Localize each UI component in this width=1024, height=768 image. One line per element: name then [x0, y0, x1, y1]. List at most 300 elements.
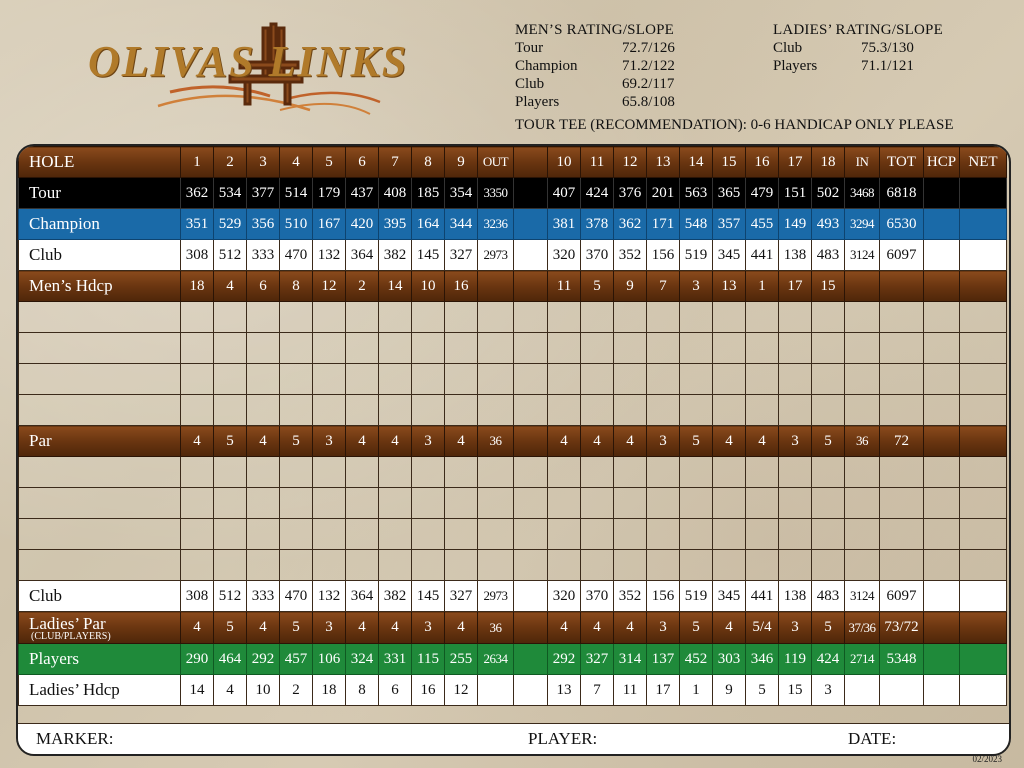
score-cell[interactable]: [313, 302, 346, 333]
score-cell[interactable]: [581, 333, 614, 364]
score-cell[interactable]: [181, 457, 214, 488]
score-cell[interactable]: [779, 364, 812, 395]
score-cell[interactable]: [960, 457, 1007, 488]
score-cell[interactable]: [779, 519, 812, 550]
score-cell[interactable]: [478, 395, 514, 426]
row-label-text: Club: [29, 245, 63, 264]
score-cell[interactable]: [680, 457, 713, 488]
score-cell[interactable]: [880, 395, 924, 426]
score-cell: 502: [812, 178, 845, 209]
score-cell[interactable]: [280, 364, 313, 395]
score-cell[interactable]: [880, 302, 924, 333]
score-cell[interactable]: [924, 333, 960, 364]
score-cell[interactable]: [647, 519, 680, 550]
ladies-rating-block: [773, 21, 943, 75]
score-cell[interactable]: [379, 488, 412, 519]
score-cell[interactable]: [214, 457, 247, 488]
score-cell[interactable]: [412, 488, 445, 519]
score-cell[interactable]: [181, 550, 214, 581]
row-label: [19, 426, 181, 457]
score-cell[interactable]: [412, 364, 445, 395]
score-cell[interactable]: [880, 364, 924, 395]
score-cell[interactable]: [746, 519, 779, 550]
score-cell: 36: [845, 426, 880, 457]
score-cell[interactable]: [514, 519, 548, 550]
scorecard: [16, 144, 1011, 756]
score-cell[interactable]: [812, 488, 845, 519]
row-label[interactable]: [19, 550, 181, 581]
score-cell[interactable]: [280, 302, 313, 333]
score-cell[interactable]: [478, 333, 514, 364]
scorecard-row: [19, 581, 1007, 612]
row-label: [19, 581, 181, 612]
row-label[interactable]: [19, 488, 181, 519]
score-cell: 8: [346, 675, 379, 706]
scorecard-row: [19, 240, 1007, 271]
score-cell[interactable]: [478, 364, 514, 395]
score-cell: [845, 271, 880, 302]
score-cell: 16: [445, 271, 478, 302]
score-cell[interactable]: [313, 519, 346, 550]
mens-rating-value: 71.2/122: [622, 58, 675, 74]
score-cell: TOT: [880, 147, 924, 178]
score-cell[interactable]: [280, 519, 313, 550]
score-cell[interactable]: [548, 457, 581, 488]
score-cell[interactable]: [845, 302, 880, 333]
score-cell[interactable]: [614, 395, 647, 426]
score-cell: 5: [280, 612, 313, 644]
score-cell: [514, 644, 548, 675]
score-cell[interactable]: [247, 364, 280, 395]
score-cell: 4: [247, 426, 280, 457]
score-cell: 314: [614, 644, 647, 675]
score-cell: [514, 271, 548, 302]
score-cell: 344: [445, 209, 478, 240]
score-cell[interactable]: [713, 550, 746, 581]
score-cell[interactable]: [313, 488, 346, 519]
score-cell: 4: [181, 612, 214, 644]
score-cell[interactable]: [280, 550, 313, 581]
score-cell[interactable]: [713, 302, 746, 333]
score-cell[interactable]: [614, 488, 647, 519]
score-cell[interactable]: [713, 395, 746, 426]
score-cell: 563: [680, 178, 713, 209]
score-cell[interactable]: [680, 395, 713, 426]
score-cell[interactable]: [924, 519, 960, 550]
score-cell[interactable]: [647, 302, 680, 333]
score-cell[interactable]: [181, 364, 214, 395]
score-cell[interactable]: [280, 457, 313, 488]
score-cell: 441: [746, 240, 779, 271]
score-cell: 1: [680, 675, 713, 706]
score-cell[interactable]: [746, 333, 779, 364]
score-cell[interactable]: [713, 488, 746, 519]
score-cell[interactable]: [779, 333, 812, 364]
score-cell[interactable]: [812, 395, 845, 426]
score-cell[interactable]: [680, 302, 713, 333]
score-cell[interactable]: [548, 333, 581, 364]
score-cell[interactable]: [181, 302, 214, 333]
score-cell[interactable]: [313, 364, 346, 395]
score-cell: 115: [412, 644, 445, 675]
score-cell[interactable]: [713, 364, 746, 395]
score-cell[interactable]: [812, 457, 845, 488]
score-cell[interactable]: [445, 488, 478, 519]
score-cell: 4: [746, 426, 779, 457]
score-cell[interactable]: [313, 550, 346, 581]
score-cell[interactable]: [779, 395, 812, 426]
score-cell: 72: [880, 426, 924, 457]
score-cell: 5: [581, 271, 614, 302]
score-cell[interactable]: [214, 395, 247, 426]
score-cell: 10: [247, 675, 280, 706]
score-cell: 17: [779, 147, 812, 178]
score-cell: 4: [713, 612, 746, 644]
score-cell[interactable]: [247, 550, 280, 581]
score-cell[interactable]: [379, 457, 412, 488]
score-cell[interactable]: [614, 364, 647, 395]
score-cell[interactable]: [845, 333, 880, 364]
score-cell[interactable]: [514, 364, 548, 395]
score-cell[interactable]: [647, 488, 680, 519]
score-cell[interactable]: [614, 550, 647, 581]
score-cell[interactable]: [647, 333, 680, 364]
score-cell: [845, 675, 880, 706]
score-cell: [514, 209, 548, 240]
score-cell: 36: [478, 612, 514, 644]
score-cell: 351: [181, 209, 214, 240]
score-cell[interactable]: [379, 395, 412, 426]
score-cell[interactable]: [960, 550, 1007, 581]
score-cell: 370: [581, 240, 614, 271]
score-cell[interactable]: [746, 550, 779, 581]
score-entry-row: [19, 333, 1007, 364]
score-cell[interactable]: [412, 519, 445, 550]
score-cell[interactable]: [214, 364, 247, 395]
row-label[interactable]: [19, 457, 181, 488]
score-cell[interactable]: [478, 519, 514, 550]
score-cell: 10: [548, 147, 581, 178]
row-label[interactable]: [19, 519, 181, 550]
row-label-text: Men’s Hdcp: [29, 276, 113, 295]
score-cell[interactable]: [746, 364, 779, 395]
score-cell: 376: [614, 178, 647, 209]
score-cell: 4: [379, 612, 412, 644]
score-cell: 12: [614, 147, 647, 178]
score-cell: 292: [247, 644, 280, 675]
score-cell[interactable]: [960, 333, 1007, 364]
mens-rating-value: 69.2/117: [622, 76, 675, 92]
score-cell: 6818: [880, 178, 924, 209]
score-cell: 2714: [845, 644, 880, 675]
score-cell[interactable]: [614, 519, 647, 550]
score-cell[interactable]: [614, 457, 647, 488]
score-cell[interactable]: [280, 395, 313, 426]
score-cell: 452: [680, 644, 713, 675]
score-cell[interactable]: [514, 333, 548, 364]
score-cell: 15: [812, 271, 845, 302]
score-cell[interactable]: [548, 519, 581, 550]
score-cell[interactable]: [812, 550, 845, 581]
score-cell[interactable]: [880, 457, 924, 488]
score-cell[interactable]: [181, 519, 214, 550]
score-cell: 4: [713, 426, 746, 457]
score-cell[interactable]: [548, 395, 581, 426]
score-cell[interactable]: [812, 333, 845, 364]
score-cell[interactable]: [880, 333, 924, 364]
score-cell[interactable]: [713, 519, 746, 550]
olivas-links-logo: [80, 14, 460, 124]
score-cell[interactable]: [181, 488, 214, 519]
row-label[interactable]: [19, 302, 181, 333]
score-cell[interactable]: [313, 333, 346, 364]
score-cell[interactable]: [181, 333, 214, 364]
row-label-text: Champion: [29, 214, 100, 233]
signature-row: [18, 723, 1009, 754]
score-cell[interactable]: [960, 488, 1007, 519]
score-cell: 4: [214, 271, 247, 302]
score-cell[interactable]: [924, 488, 960, 519]
score-cell[interactable]: [581, 395, 614, 426]
score-cell[interactable]: [924, 550, 960, 581]
score-cell: 11: [548, 271, 581, 302]
score-cell[interactable]: [280, 488, 313, 519]
score-cell[interactable]: [514, 302, 548, 333]
score-cell: OUT: [478, 147, 514, 178]
score-cell[interactable]: [346, 519, 379, 550]
score-cell[interactable]: [247, 395, 280, 426]
score-entry-row: [19, 395, 1007, 426]
mens-rating-tee: Champion: [515, 58, 578, 74]
score-cell[interactable]: [514, 395, 548, 426]
score-cell: 5: [680, 426, 713, 457]
score-cell: 13: [647, 147, 680, 178]
score-cell[interactable]: [214, 488, 247, 519]
mens-rating-tee: Tour: [515, 40, 544, 56]
score-cell: 345: [713, 581, 746, 612]
score-cell: 303: [713, 644, 746, 675]
score-cell[interactable]: [581, 364, 614, 395]
score-cell[interactable]: [280, 333, 313, 364]
date-label: DATE:: [848, 729, 897, 748]
score-cell[interactable]: [960, 519, 1007, 550]
score-cell[interactable]: [713, 457, 746, 488]
score-cell[interactable]: [379, 333, 412, 364]
score-cell[interactable]: [412, 457, 445, 488]
score-cell[interactable]: [247, 457, 280, 488]
score-cell[interactable]: [713, 333, 746, 364]
score-cell[interactable]: [346, 395, 379, 426]
row-label-text: Players: [29, 649, 80, 668]
score-cell[interactable]: [514, 457, 548, 488]
score-cell[interactable]: [313, 395, 346, 426]
score-cell[interactable]: [548, 302, 581, 333]
ladies-rating-row: [773, 57, 943, 75]
score-cell[interactable]: [214, 302, 247, 333]
score-cell[interactable]: [346, 302, 379, 333]
score-cell[interactable]: [346, 333, 379, 364]
score-cell: 5: [214, 426, 247, 457]
score-cell[interactable]: [412, 333, 445, 364]
score-cell[interactable]: [379, 519, 412, 550]
score-cell[interactable]: [445, 333, 478, 364]
score-cell[interactable]: [680, 364, 713, 395]
score-cell[interactable]: [845, 364, 880, 395]
score-cell[interactable]: [514, 550, 548, 581]
score-cell: 470: [280, 240, 313, 271]
score-cell[interactable]: [548, 364, 581, 395]
score-cell: 324: [346, 644, 379, 675]
score-cell[interactable]: [812, 519, 845, 550]
score-cell: 4: [346, 612, 379, 644]
score-cell[interactable]: [845, 550, 880, 581]
score-cell[interactable]: [614, 302, 647, 333]
score-cell[interactable]: [746, 488, 779, 519]
scorecard-row: [19, 271, 1007, 302]
score-cell[interactable]: [647, 364, 680, 395]
score-cell[interactable]: [746, 457, 779, 488]
score-cell[interactable]: [478, 550, 514, 581]
score-cell[interactable]: [746, 302, 779, 333]
score-cell[interactable]: [478, 488, 514, 519]
score-cell[interactable]: [214, 333, 247, 364]
score-cell[interactable]: [779, 457, 812, 488]
score-cell[interactable]: [581, 550, 614, 581]
score-cell[interactable]: [445, 457, 478, 488]
score-cell[interactable]: [247, 302, 280, 333]
score-cell[interactable]: [412, 395, 445, 426]
score-cell: [960, 240, 1007, 271]
score-cell: 424: [812, 644, 845, 675]
score-cell[interactable]: [924, 395, 960, 426]
score-cell[interactable]: [960, 395, 1007, 426]
score-cell: 382: [379, 240, 412, 271]
score-cell: 14: [680, 147, 713, 178]
score-cell[interactable]: [247, 333, 280, 364]
score-cell[interactable]: [880, 519, 924, 550]
score-cell[interactable]: [346, 488, 379, 519]
score-cell[interactable]: [514, 488, 548, 519]
score-cell[interactable]: [779, 550, 812, 581]
score-cell: 519: [680, 240, 713, 271]
score-cell: 17: [779, 271, 812, 302]
score-cell[interactable]: [346, 364, 379, 395]
score-cell[interactable]: [445, 302, 478, 333]
score-cell[interactable]: [313, 457, 346, 488]
score-cell: 132: [313, 240, 346, 271]
score-cell: 3124: [845, 240, 880, 271]
score-cell: 514: [280, 178, 313, 209]
score-cell: 3: [412, 426, 445, 457]
score-cell[interactable]: [478, 457, 514, 488]
score-cell[interactable]: [779, 488, 812, 519]
score-cell[interactable]: [379, 302, 412, 333]
score-cell[interactable]: [214, 519, 247, 550]
score-cell[interactable]: [478, 302, 514, 333]
score-cell[interactable]: [379, 550, 412, 581]
score-cell[interactable]: [346, 550, 379, 581]
row-label[interactable]: [19, 364, 181, 395]
score-cell[interactable]: [214, 550, 247, 581]
score-cell[interactable]: [647, 457, 680, 488]
score-cell: 4: [445, 426, 478, 457]
score-cell[interactable]: [412, 302, 445, 333]
score-cell[interactable]: [746, 395, 779, 426]
row-label: [19, 147, 181, 178]
score-cell[interactable]: [812, 364, 845, 395]
score-cell[interactable]: [924, 457, 960, 488]
score-cell[interactable]: [581, 488, 614, 519]
score-cell[interactable]: [581, 519, 614, 550]
score-cell[interactable]: [647, 550, 680, 581]
score-cell[interactable]: [346, 457, 379, 488]
score-cell: 8: [280, 271, 313, 302]
score-cell[interactable]: [845, 519, 880, 550]
score-cell[interactable]: [845, 395, 880, 426]
row-label[interactable]: [19, 333, 181, 364]
score-cell[interactable]: [960, 364, 1007, 395]
score-cell: 364: [346, 240, 379, 271]
score-cell[interactable]: [379, 364, 412, 395]
score-cell[interactable]: [680, 550, 713, 581]
score-cell: 331: [379, 644, 412, 675]
score-cell[interactable]: [445, 395, 478, 426]
score-entry-row: [19, 519, 1007, 550]
score-cell: [514, 612, 548, 644]
row-label[interactable]: [19, 395, 181, 426]
score-cell[interactable]: [412, 550, 445, 581]
score-cell[interactable]: [812, 302, 845, 333]
mens-rating-row: [515, 57, 675, 75]
score-cell: 5: [680, 612, 713, 644]
score-cell[interactable]: [247, 488, 280, 519]
score-cell[interactable]: [581, 302, 614, 333]
score-cell[interactable]: [680, 488, 713, 519]
score-cell[interactable]: [647, 395, 680, 426]
score-cell: [880, 675, 924, 706]
score-cell[interactable]: [445, 550, 478, 581]
score-cell[interactable]: [581, 457, 614, 488]
score-cell[interactable]: [924, 364, 960, 395]
score-cell: 7: [581, 675, 614, 706]
score-cell[interactable]: [680, 519, 713, 550]
score-cell: 2973: [478, 240, 514, 271]
score-cell: 145: [412, 581, 445, 612]
score-cell[interactable]: [845, 457, 880, 488]
score-cell[interactable]: [548, 550, 581, 581]
score-cell: 364: [346, 581, 379, 612]
score-cell: 457: [280, 644, 313, 675]
mens-rating-row: [515, 93, 675, 111]
score-cell[interactable]: [880, 488, 924, 519]
score-cell[interactable]: [614, 333, 647, 364]
score-cell[interactable]: [960, 302, 1007, 333]
score-cell[interactable]: [445, 519, 478, 550]
score-cell: [924, 271, 960, 302]
score-cell: 4: [181, 426, 214, 457]
score-cell[interactable]: [680, 333, 713, 364]
mens-rating-title: MEN’S RATING/SLOPE: [515, 22, 675, 38]
score-cell[interactable]: [880, 550, 924, 581]
score-cell[interactable]: [779, 302, 812, 333]
score-cell[interactable]: [445, 364, 478, 395]
score-cell[interactable]: [181, 395, 214, 426]
score-cell[interactable]: [247, 519, 280, 550]
score-cell[interactable]: [548, 488, 581, 519]
score-cell[interactable]: [845, 488, 880, 519]
score-cell[interactable]: [924, 302, 960, 333]
row-label: [19, 675, 181, 706]
